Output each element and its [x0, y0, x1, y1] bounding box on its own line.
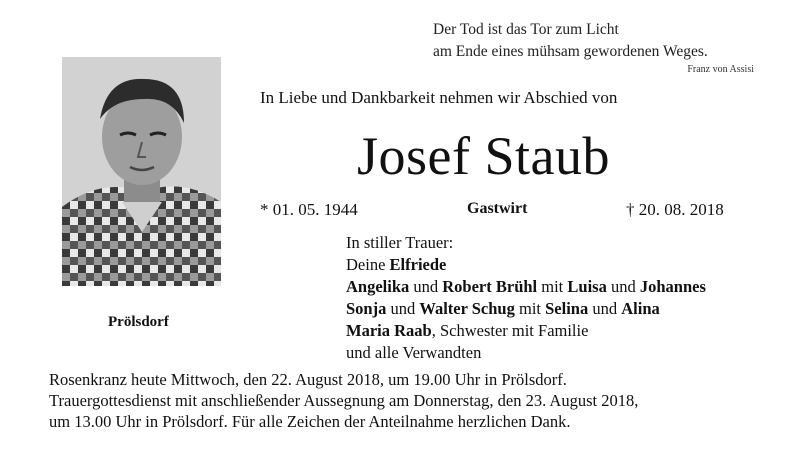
- quote-line-2: am Ende eines mühsam gewordenen Weges.: [433, 43, 708, 60]
- intro-text: In Liebe und Dankbarkeit nehmen wir Abschied von: [260, 88, 618, 107]
- text: und: [386, 299, 420, 318]
- birth-date: * 01. 05. 1944: [260, 200, 358, 219]
- text: mit: [514, 299, 546, 318]
- mourner-name: Elfriede: [389, 255, 447, 274]
- mourners-heading: In stiller Trauer:: [346, 233, 454, 252]
- quote: [433, 19, 708, 63]
- text: und: [409, 277, 443, 296]
- text: mit: [537, 277, 568, 296]
- mourner-name: Angelika: [346, 277, 410, 296]
- portrait-photo: [62, 57, 221, 286]
- mourner-line: [346, 298, 706, 320]
- service-line-2: Trauergottesdienst mit anschließender Aussegnung am Donnerstag, den 23. August 2018,: [49, 391, 639, 410]
- mourner-name: Maria Raab: [346, 321, 432, 340]
- occupation: Gastwirt: [467, 200, 528, 217]
- text: und: [606, 277, 640, 296]
- mourner-name: Selina: [545, 299, 589, 318]
- text: , Schwester mit Familie: [431, 321, 589, 340]
- place-caption: Prölsdorf: [108, 314, 169, 330]
- mourner-line: und alle Verwandten: [346, 343, 482, 362]
- service-line-1: Rosenkranz heute Mittwoch, den 22. August 2018, um 19.00 Uhr in Prölsdorf.: [49, 370, 567, 389]
- mourner-name: Walter Schug: [419, 299, 515, 318]
- deceased-name: Josef Staub: [357, 126, 610, 186]
- mourner-name: Robert Brühl: [442, 277, 538, 296]
- mourner-line: [346, 254, 706, 276]
- text: Deine: [346, 255, 390, 274]
- mourner-line: [346, 320, 706, 342]
- mourner-line: [346, 276, 706, 298]
- portrait-image: [62, 57, 221, 286]
- service-line-3: um 13.00 Uhr in Prölsdorf. Für alle Zeichen der Anteilnahme herzlichen Dank.: [49, 412, 571, 431]
- mourner-name: Luisa: [567, 277, 607, 296]
- mourners-list: [346, 232, 706, 364]
- mourner-name: Sonja: [346, 299, 387, 318]
- mourner-name: Johannes: [639, 277, 706, 296]
- quote-line-1: Der Tod ist das Tor zum Licht: [433, 21, 619, 38]
- mourner-name: Alina: [621, 299, 660, 318]
- quote-author: Franz von Assisi: [687, 64, 754, 75]
- service-info: [49, 369, 638, 432]
- death-date: † 20. 08. 2018: [626, 200, 724, 219]
- text: und: [588, 299, 622, 318]
